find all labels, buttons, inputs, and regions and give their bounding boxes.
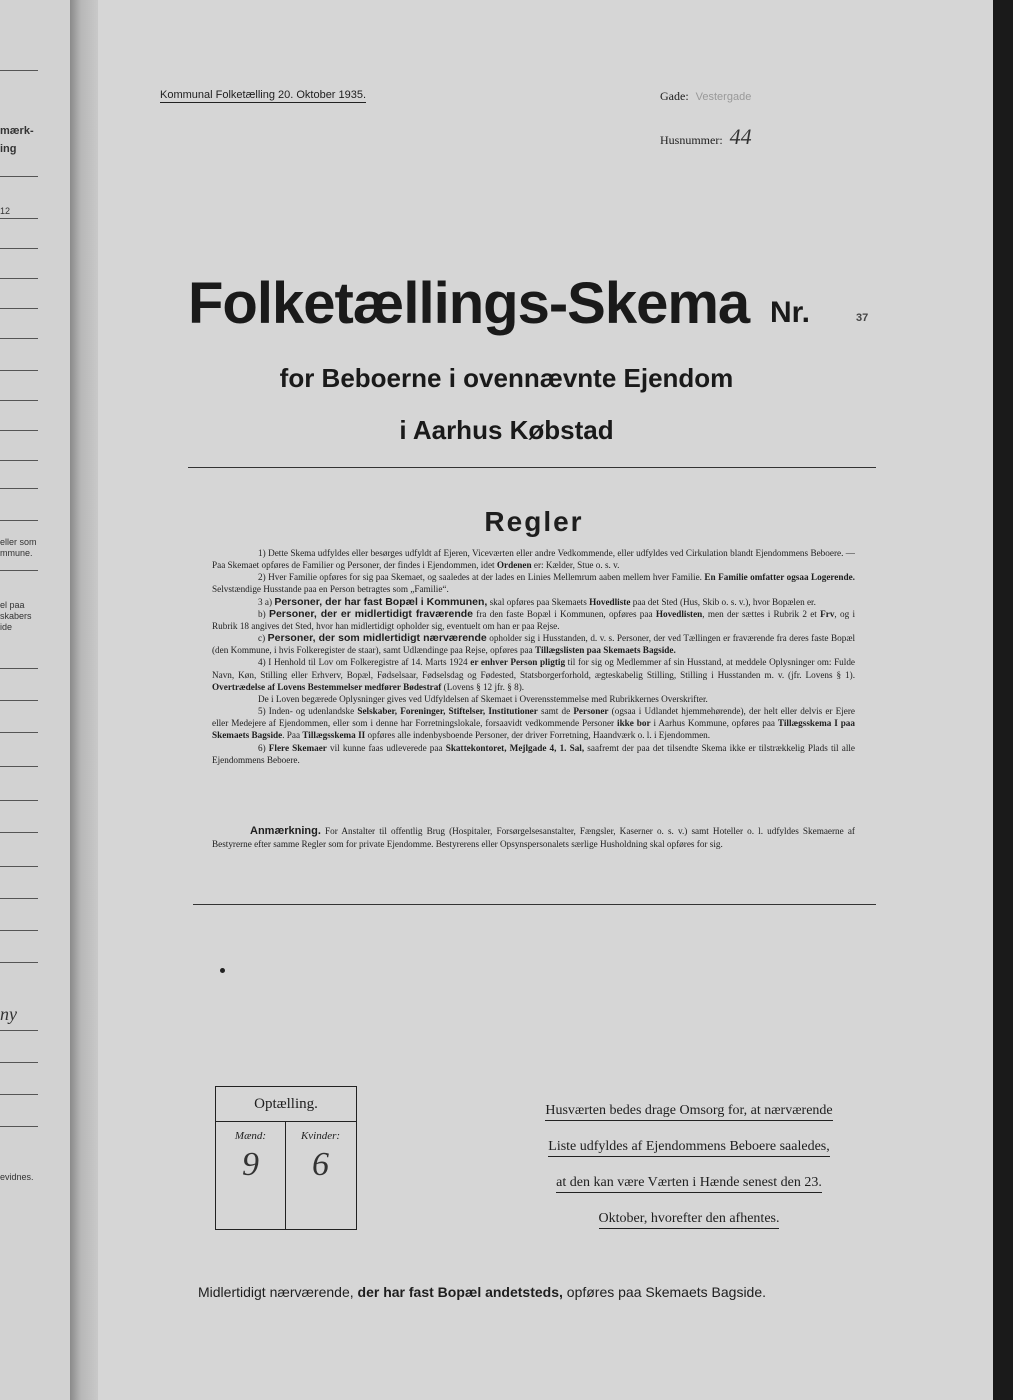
left-page-text: mmune. — [0, 548, 33, 558]
rule-6: 6) Flere Skemaer vil kunne faas udleverede paa Skattekontoret, Mejlgade 4, 1. Sal, saafremt der paa det tilsendte Skema ikke er tilstrækkelig Plads til alle Ejendommens Beboere. — [212, 742, 855, 765]
left-page-handwriting: ny — [0, 1004, 17, 1024]
annotation-text: For Anstalter til offentlig Brug (Hospitaler, Forsørgelsesanstalter, Fængsler, Kaserner o. s. v.) samt Hoteller o. l. udfyldes Skemaerne af Bestyrerne efter samme Regler som for private Ejendomme. Bestyrerens eller Opsynspersonalets særlige Husholdning skal opføres for sig. — [212, 826, 855, 849]
census-header: Kommunal Folketælling 20. Oktober 1935. — [160, 89, 367, 101]
left-page-rule — [0, 832, 38, 833]
rule-4-note: De i Loven begærede Oplysninger gives ved Udfyldelsen af Skemaet i Overensstemmelse med Rubrikkernes Overskrifter. — [258, 693, 708, 704]
left-page-rule — [0, 898, 38, 899]
rules-text — [212, 547, 855, 766]
tally-men-label: Mænd: — [234, 1130, 267, 1142]
scan-edge — [993, 0, 1013, 1400]
left-page-rule — [0, 866, 38, 867]
house-number-value: 44 — [729, 124, 752, 149]
left-page-rule — [0, 1030, 38, 1031]
tally-women-column — [286, 1122, 355, 1229]
left-facing-page — [0, 0, 70, 1400]
left-page-rule — [0, 248, 38, 249]
left-page-text: evidnes. — [0, 1172, 34, 1182]
left-page-rule — [0, 400, 38, 401]
title-divider — [188, 467, 876, 468]
form-number-label: Nr. — [770, 296, 811, 329]
street-field — [660, 89, 751, 104]
tally-box — [215, 1086, 357, 1230]
notice-line: Liste udfyldes af Ejendommens Beboere saaledes, — [548, 1138, 829, 1157]
form-subtitle: for Beboerne i ovennævnte Ejendom — [279, 363, 734, 393]
left-page-text: eller som — [0, 537, 37, 547]
form-number-value: 37 — [856, 312, 869, 324]
rule-3c: c) Personer, der som midlertidigt nærværende opholder sig i Husstanden, d. v. s. Personer, der ved Tællingen er fraværende fra deres faste Bopæl (den Kommune, i hvis Folkeregister de staar), samt Udlændinge paa Rejse, opføres paa Tillægslisten paa Skemaets Bagside. — [212, 632, 856, 656]
tally-title: Optælling. — [216, 1087, 356, 1122]
left-page-rule — [0, 176, 38, 177]
rule-3a: 3 a) Personer, der har fast Bopæl i Kommunen, skal opføres paa Skemaets Hovedliste paa det Sted (Hus, Skib o. s. v.), hvor Bopælen er. — [258, 595, 816, 608]
left-page-rule — [0, 732, 38, 733]
left-page-rule — [0, 338, 38, 339]
left-page-text: el paa — [0, 600, 25, 610]
street-value: Vestergade — [695, 91, 752, 103]
landlord-notice — [516, 1093, 862, 1237]
left-page-text: 12 — [0, 206, 11, 216]
left-page-rule — [0, 488, 38, 489]
book-gutter — [70, 0, 98, 1400]
left-page-rule — [0, 1126, 38, 1127]
rule-2: 2) Hver Familie opføres for sig paa Skemaet, og saaledes at der lades en Linies Mellemrum aaben mellem hver Familie. En Familie omfatter ogsaa Logerende. Selvstændige Husstande paa en Person betragtes som „Familie“. — [212, 572, 855, 595]
rule-4: 4) I Henhold til Lov om Folkeregistre af 14. Marts 1924 er enhver Person pligtig til for sig og Medlemmer af sin Husstand, at meddele Oplysninger om: Fulde Navn, Køn, Stilling eller Erhverv, Bopæl, Fødselsaar, Fødselsdag og Fødested, Statsborgerforhold, ægteskabelig Stilling, Stilling i Husstanden m. v. (jfr. Lovens § 1). Overtrædelse af Lovens Bestemmelser medfører Bødestraf (Lovens § 12 jfr. § 8). — [212, 657, 855, 692]
tally-men-value: 9 — [242, 1146, 259, 1183]
rule-5: 5) Inden- og udenlandske Selskaber, Foreninger, Stiftelser, Institutioner samt de Personer (ogsaa i Udlandet hjemmehørende), der helt eller delvis er Ejere eller Medejere af Ejendommen, eller som i denne har Forretningslokale, forsaavidt vedkommende Personer ikke bor i Aarhus Kommune, opføres paa Tillægsskema I paa Skemaets Bagside. Paa Tillægsskema II opføres alle indenbysboende Personer, der driver Forretning, Haandværk o. l. i Ejendommen. — [212, 706, 856, 741]
left-page-rule — [0, 70, 38, 71]
notice-line: at den kan være Værten i Hænde senest den 23. — [556, 1174, 822, 1193]
tally-women-label: Kvinder: — [300, 1130, 341, 1142]
tally-women-value: 6 — [312, 1146, 329, 1183]
left-page-rule — [0, 460, 38, 461]
left-page-rule — [0, 308, 38, 309]
notice-line: Husværten bedes drage Omsorg for, at nærværende — [545, 1102, 832, 1121]
left-page-rule — [0, 1062, 38, 1063]
tally-men-column — [216, 1122, 286, 1229]
left-page-text: ing — [0, 143, 17, 155]
left-page-rule — [0, 930, 38, 931]
left-page-rule — [0, 1094, 38, 1095]
notice-line: Oktober, hvorefter den afhentes. — [599, 1210, 780, 1229]
house-number-label: Husnummer: — [660, 133, 723, 147]
rules-divider — [193, 904, 876, 905]
rule-3b: b) Personer, der er midlertidigt fraværende fra den faste Bopæl i Kommunen, opføres paa Hovedlisten, men der sættes i Rubrik 2 et Frv, og i Rubrik 18 angives det Sted, hvor han midlertidigt opholder sig, eventuelt om han er paa Rejse. — [212, 607, 856, 631]
footer-note: Midlertidigt nærværende, der har fast Bopæl andetsteds, opføres paa Skemaets Bagside. — [198, 1284, 767, 1300]
left-page-rule — [0, 962, 38, 963]
left-page-rule — [0, 278, 38, 279]
street-label: Gade: — [660, 89, 689, 103]
left-page-text: ide — [0, 622, 13, 632]
left-page-rule — [0, 570, 38, 571]
left-page-text: skabers — [0, 611, 32, 621]
ink-dot — [220, 968, 225, 973]
rule-1: 1) Dette Skema udfyldes eller besørges udfyldt af Ejeren, Viceværten eller andre Vedkommende, eller udfyldes ved Cirkulation blandt Ejendommens Beboere. — Paa Skemaet opføres de Familier og Personer, der findes i Ejendommen, idet Ordenen er: Kælder, Stue o. s. v. — [212, 548, 855, 571]
left-page-rule — [0, 800, 38, 801]
house-number-field — [660, 124, 752, 150]
left-page-rule — [0, 218, 38, 219]
form-subtitle-city: i Aarhus Købstad — [399, 415, 614, 445]
form-title: Folketællings-Skema — [188, 271, 750, 336]
annotation-label: Anmærkning. — [250, 825, 321, 837]
rules-heading: Regler — [484, 506, 584, 537]
left-page-text: mærk- — [0, 125, 34, 137]
left-page-rule — [0, 700, 38, 701]
annotation-note — [212, 825, 855, 851]
left-page-rule — [0, 766, 38, 767]
left-page-rule — [0, 668, 38, 669]
